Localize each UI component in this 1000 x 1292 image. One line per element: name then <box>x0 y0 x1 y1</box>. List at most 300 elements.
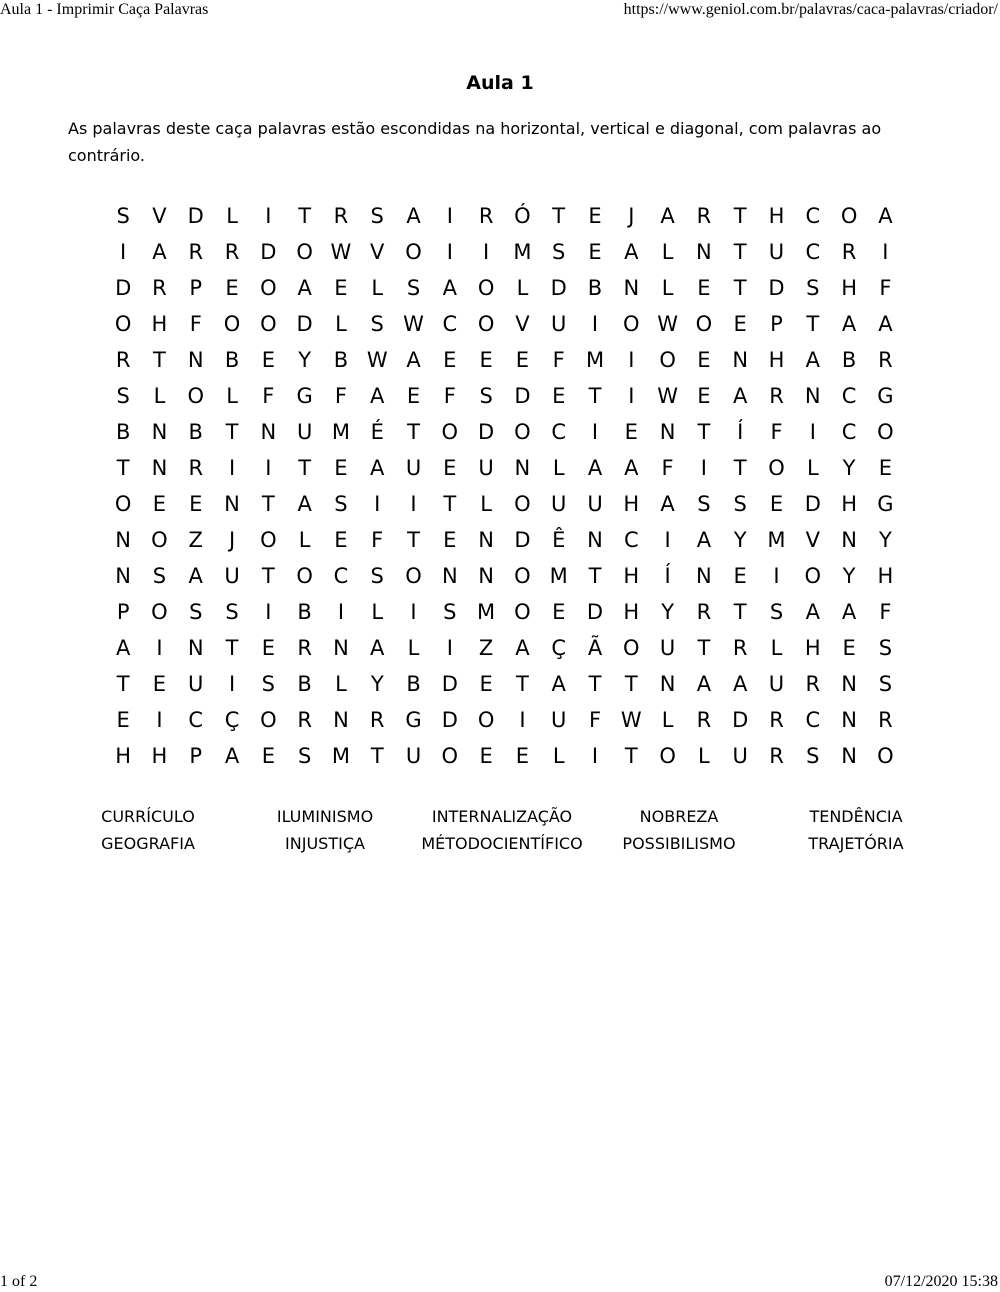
grid-letter: H <box>623 600 640 624</box>
grid-letter: R <box>188 456 204 480</box>
grid-letter: L <box>806 456 819 480</box>
grid-letter: A <box>515 636 530 660</box>
grid-letter: O <box>260 276 277 300</box>
grid-letter: M <box>331 420 350 444</box>
grid-letter: I <box>882 240 889 264</box>
grid-letter: N <box>187 636 204 660</box>
grid-letter: T <box>407 420 420 444</box>
grid-letter: O <box>296 240 313 264</box>
word-list-item: MÉTODOCIENTÍFICO <box>421 834 583 853</box>
grid-letter: H <box>115 744 132 768</box>
grid-letter: F <box>588 708 602 732</box>
grid-letter: N <box>696 564 712 588</box>
grid-letter: A <box>696 672 712 696</box>
grid-letter: M <box>331 744 350 768</box>
grid-letter: O <box>187 384 204 408</box>
grid-letter: Ó <box>514 204 531 228</box>
grid-letter: A <box>805 600 820 624</box>
grid-letter: O <box>477 276 495 300</box>
grid-letter: W <box>657 384 678 408</box>
grid-letter: A <box>188 564 203 588</box>
grid-letter: R <box>369 708 385 732</box>
grid-letter: S <box>370 312 384 336</box>
grid-letter: S <box>116 384 130 408</box>
grid-row <box>105 702 904 738</box>
grid-letter: Y <box>370 672 384 696</box>
grid-letter: A <box>696 528 712 552</box>
grid-letter: S <box>152 564 167 588</box>
grid-letter: V <box>152 204 167 228</box>
grid-letter: E <box>552 600 566 624</box>
grid-letter: I <box>156 708 163 732</box>
grid-letter: Y <box>878 528 892 552</box>
grid-letter: A <box>660 492 675 516</box>
grid-letter: R <box>769 708 784 732</box>
print-timestamp-footer: 07/12/2020 15:38 <box>884 1273 998 1290</box>
grid-letter: S <box>733 492 747 516</box>
grid-letter: I <box>591 744 599 768</box>
grid-letter: U <box>188 672 204 696</box>
grid-letter: S <box>261 672 275 696</box>
grid-letter: U <box>732 744 748 768</box>
grid-letter: H <box>841 276 857 300</box>
grid-letter: U <box>551 492 567 516</box>
grid-letter: A <box>406 204 421 228</box>
grid-letter: E <box>733 564 747 588</box>
grid-letter: O <box>623 636 640 660</box>
grid-letter: T <box>298 204 312 228</box>
grid-letter: I <box>628 348 635 372</box>
grid-letter: Z <box>478 636 494 660</box>
grid-letter: N <box>441 564 458 588</box>
grid-letter: L <box>480 492 492 516</box>
grid-letter: N <box>659 672 676 696</box>
grid-letter: I <box>228 672 236 696</box>
grid-letter: F <box>262 384 275 408</box>
grid-letter: Í <box>737 420 744 444</box>
grid-letter: N <box>333 708 349 732</box>
grid-letter: I <box>156 636 163 660</box>
grid-letter: T <box>588 564 602 588</box>
puzzle-title: Aula 1 <box>466 72 534 94</box>
grid-letter: T <box>588 672 602 696</box>
grid-letter: A <box>551 672 566 696</box>
grid-letter: O <box>877 420 894 444</box>
grid-letter: N <box>151 456 168 480</box>
grid-letter: C <box>841 384 857 408</box>
grid-row <box>105 414 904 450</box>
grid-letter: S <box>297 744 312 768</box>
grid-letter: O <box>514 600 531 624</box>
grid-letter: N <box>151 420 168 444</box>
page-url-header: https://www.geniol.com.br/palavras/caca-palavras/criador/ <box>623 1 998 18</box>
grid-letter: Í <box>664 564 671 588</box>
grid-letter: O <box>659 744 676 768</box>
grid-letter: R <box>224 240 240 264</box>
grid-letter: S <box>479 384 493 408</box>
grid-letter: T <box>697 636 711 660</box>
grid-letter: T <box>407 528 420 552</box>
grid-letter: E <box>733 312 747 336</box>
grid-letter: A <box>115 636 131 660</box>
grid-letter: Ã <box>587 636 603 660</box>
grid-letter: I <box>265 204 272 228</box>
grid-letter: D <box>768 276 785 300</box>
grid-letter: A <box>370 384 385 408</box>
grid-letter: L <box>661 276 674 300</box>
grid-letter: E <box>515 348 530 372</box>
grid-letter: O <box>477 708 495 732</box>
grid-letter: D <box>260 240 277 264</box>
grid-letter: T <box>806 312 820 336</box>
grid-letter: N <box>115 528 131 552</box>
grid-letter: U <box>405 744 422 768</box>
grid-letter: T <box>733 204 747 228</box>
grid-letter: B <box>587 276 603 300</box>
grid-letter: U <box>768 240 785 264</box>
grid-letter: O <box>405 564 422 588</box>
grid-letter: U <box>296 420 313 444</box>
grid-letter: P <box>116 600 130 624</box>
word-list-item: TENDÊNCIA <box>809 807 903 826</box>
grid-letter: A <box>624 456 639 480</box>
grid-letter: É <box>370 420 384 444</box>
grid-row <box>105 306 904 342</box>
grid-letter: C <box>805 204 821 228</box>
grid-letter: T <box>733 456 747 480</box>
grid-letter: E <box>334 528 348 552</box>
grid-letter: O <box>840 204 858 228</box>
grid-letter: A <box>224 744 240 768</box>
grid-letter: Y <box>842 456 856 480</box>
grid-letter: R <box>478 204 494 228</box>
grid-letter: E <box>479 744 493 768</box>
grid-letter: M <box>585 348 605 372</box>
word-list-row <box>0 803 1000 830</box>
grid-letter: I <box>519 708 526 732</box>
grid-letter: V <box>805 528 820 552</box>
grid-letter: T <box>261 564 275 588</box>
grid-letter: T <box>370 744 384 768</box>
grid-letter: S <box>769 600 784 624</box>
grid-letter: F <box>770 420 783 444</box>
grid-letter: T <box>588 384 602 408</box>
grid-letter: R <box>696 204 712 228</box>
grid-letter: O <box>659 348 676 372</box>
grid-letter: E <box>697 384 711 408</box>
grid-letter: O <box>441 744 459 768</box>
grid-row <box>105 522 904 558</box>
grid-letter: S <box>806 744 820 768</box>
word-list-item: CURRÍCULO <box>101 807 195 826</box>
grid-letter: L <box>516 276 529 300</box>
grid-letter: A <box>878 312 893 336</box>
grid-letter: H <box>841 492 857 516</box>
grid-letter: D <box>478 420 495 444</box>
grid-letter: E <box>624 420 638 444</box>
grid-letter: D <box>187 204 204 228</box>
grid-letter: D <box>115 276 132 300</box>
grid-letter: F <box>879 600 892 624</box>
page-title-header: Aula 1 - Imprimir Caça Palavras <box>0 1 209 18</box>
grid-letter: E <box>152 492 167 516</box>
grid-letter: B <box>188 420 203 444</box>
grid-letter: G <box>405 708 422 732</box>
grid-letter: O <box>768 456 785 480</box>
grid-letter: S <box>225 600 239 624</box>
grid-letter: O <box>223 312 241 336</box>
grid-letter: T <box>624 744 638 768</box>
grid-letter: N <box>587 528 603 552</box>
grid-letter: O <box>296 564 313 588</box>
word-list-item: INJUSTIÇA <box>285 834 365 853</box>
grid-letter: S <box>878 672 893 696</box>
grid-letter: E <box>443 348 457 372</box>
grid-letter: N <box>841 708 857 732</box>
grid-letter: D <box>441 672 458 696</box>
grid-letter: T <box>552 204 566 228</box>
grid-letter: D <box>296 312 313 336</box>
grid-letter: A <box>297 276 312 300</box>
grid-letter: L <box>226 384 238 408</box>
grid-letter: T <box>733 276 747 300</box>
grid-letter: L <box>226 204 238 228</box>
grid-letter: B <box>841 348 857 372</box>
grid-letter: N <box>478 564 494 588</box>
grid-letter: S <box>189 600 203 624</box>
grid-row <box>105 666 904 702</box>
grid-row <box>105 450 904 486</box>
grid-letter: I <box>446 636 453 660</box>
grid-letter: D <box>514 528 531 552</box>
grid-letter: C <box>805 240 821 264</box>
grid-letter: N <box>478 528 494 552</box>
grid-letter: T <box>443 492 457 516</box>
grid-letter: U <box>478 456 494 480</box>
grid-letter: A <box>370 636 385 660</box>
grid-letter: L <box>552 744 565 768</box>
grid-letter: S <box>116 204 130 228</box>
grid-row <box>105 342 904 378</box>
grid-letter: L <box>661 708 674 732</box>
grid-letter: S <box>443 600 457 624</box>
grid-letter: A <box>624 240 639 264</box>
grid-letter: Y <box>733 528 747 552</box>
grid-letter: N <box>623 276 640 300</box>
grid-letter: A <box>841 312 857 336</box>
grid-letter: O <box>877 744 894 768</box>
puzzle-instructions: As palavras deste caça palavras estão escondidas na horizontal, vertical e diagonal, com palavras ao contrário. <box>68 119 882 165</box>
grid-letter: C <box>805 708 821 732</box>
word-list-item: POSSIBILISMO <box>622 834 736 853</box>
grid-letter: J <box>628 204 635 228</box>
grid-letter: P <box>189 744 203 768</box>
grid-letter: S <box>806 276 820 300</box>
grid-letter: H <box>768 204 785 228</box>
grid-letter: O <box>804 564 822 588</box>
grid-letter: C <box>188 708 204 732</box>
grid-row <box>105 738 904 774</box>
grid-letter: C <box>442 312 458 336</box>
grid-letter: E <box>443 456 457 480</box>
grid-letter: S <box>370 564 384 588</box>
grid-letter: E <box>697 276 711 300</box>
grid-letter: R <box>769 744 784 768</box>
grid-letter: F <box>661 456 674 480</box>
grid-letter: E <box>225 276 239 300</box>
grid-letter: E <box>515 744 530 768</box>
word-list-item: TRAJETÓRIA <box>808 834 904 853</box>
grid-letter: E <box>443 528 457 552</box>
grid-letter: R <box>696 708 712 732</box>
grid-letter: N <box>696 240 712 264</box>
grid-letter: N <box>841 744 857 768</box>
grid-letter: O <box>114 492 132 516</box>
grid-letter: R <box>805 672 821 696</box>
grid-letter: P <box>189 276 203 300</box>
grid-letter: R <box>732 636 748 660</box>
grid-letter: B <box>406 672 421 696</box>
grid-letter: O <box>514 492 531 516</box>
grid-letter: O <box>151 528 168 552</box>
grid-letter: H <box>877 564 894 588</box>
word-list-item: GEOGRAFIA <box>101 834 195 853</box>
grid-letter: S <box>878 636 893 660</box>
word-list-item: INTERNALIZAÇÃO <box>431 807 573 826</box>
grid-row <box>105 594 904 630</box>
grid-letter: U <box>551 312 567 336</box>
grid-letter: A <box>587 456 603 480</box>
grid-letter: L <box>371 276 384 300</box>
grid-letter: R <box>188 240 204 264</box>
grid-letter: D <box>441 708 458 732</box>
grid-letter: I <box>809 420 816 444</box>
grid-letter: E <box>189 492 203 516</box>
grid-letter: A <box>733 672 748 696</box>
grid-letter: F <box>443 384 456 408</box>
grid-letter: A <box>152 240 167 264</box>
grid-letter: U <box>659 636 676 660</box>
grid-letter: F <box>879 276 892 300</box>
word-list-item: ILUMINISMO <box>276 807 374 826</box>
grid-letter: C <box>551 420 567 444</box>
grid-letter: M <box>513 240 532 264</box>
grid-letter: F <box>334 384 347 408</box>
grid-letter: N <box>804 384 821 408</box>
grid-letter: T <box>624 672 638 696</box>
grid-letter: D <box>732 708 749 732</box>
grid-letter: O <box>260 312 277 336</box>
grid-letter: E <box>697 348 711 372</box>
grid-row <box>105 270 904 306</box>
grid-letter: N <box>187 348 204 372</box>
grid-letter: N <box>115 564 131 588</box>
grid-letter: E <box>552 384 566 408</box>
grid-letter: O <box>260 708 277 732</box>
grid-letter: R <box>152 276 167 300</box>
grid-letter: D <box>586 600 604 624</box>
grid-letter: O <box>405 240 422 264</box>
grid-letter: I <box>410 492 417 516</box>
grid-letter: O <box>260 528 277 552</box>
grid-letter: I <box>337 600 345 624</box>
grid-letter: I <box>664 528 671 552</box>
grid-letter: E <box>261 348 275 372</box>
grid-letter: H <box>623 492 640 516</box>
grid-letter: P <box>770 312 783 336</box>
word-list-row <box>0 830 1000 857</box>
grid-letter: R <box>769 384 784 408</box>
grid-letter: N <box>333 636 349 660</box>
grid-letter: C <box>333 564 349 588</box>
grid-letter: G <box>877 492 894 516</box>
grid-letter: L <box>298 528 311 552</box>
grid-letter: E <box>588 240 602 264</box>
grid-letter: A <box>406 348 421 372</box>
grid-letter: A <box>442 276 457 300</box>
grid-letter: Z <box>188 528 203 552</box>
grid-letter: E <box>116 708 130 732</box>
word-search-grid <box>105 198 904 774</box>
word-list <box>0 803 1000 857</box>
grid-letter: A <box>297 492 312 516</box>
word-list-item: NOBREZA <box>639 807 719 826</box>
grid-letter: H <box>768 348 785 372</box>
grid-letter: E <box>261 744 275 768</box>
grid-letter: I <box>374 492 381 516</box>
grid-letter: E <box>769 492 784 516</box>
grid-letter: U <box>768 672 785 696</box>
grid-letter: M <box>767 528 786 552</box>
grid-letter: U <box>587 492 603 516</box>
grid-letter: E <box>406 384 421 408</box>
page-number-footer: 1 of 2 <box>0 1273 38 1290</box>
grid-letter: I <box>228 456 236 480</box>
grid-letter: T <box>225 420 239 444</box>
grid-letter: I <box>265 456 272 480</box>
grid-letter: U <box>405 456 422 480</box>
grid-letter: H <box>151 312 168 336</box>
grid-letter: H <box>623 564 640 588</box>
grid-letter: B <box>224 348 240 372</box>
grid-letter: L <box>371 600 384 624</box>
grid-letter: O <box>477 312 495 336</box>
grid-letter: L <box>153 384 166 408</box>
grid-letter: E <box>479 672 493 696</box>
grid-letter: I <box>591 420 599 444</box>
grid-letter: I <box>265 600 272 624</box>
grid-letter: O <box>114 312 132 336</box>
grid-letter: N <box>514 456 531 480</box>
grid-letter: S <box>334 492 348 516</box>
grid-letter: I <box>446 204 453 228</box>
grid-letter: B <box>297 600 312 624</box>
grid-letter: O <box>514 420 531 444</box>
grid-letter: T <box>153 348 166 372</box>
grid-letter: F <box>371 528 384 552</box>
grid-letter: E <box>588 204 602 228</box>
grid-letter: I <box>591 312 599 336</box>
grid-letter: T <box>733 240 747 264</box>
grid-letter: O <box>623 312 640 336</box>
grid-letter: N <box>732 348 749 372</box>
grid-letter: I <box>628 384 635 408</box>
grid-row <box>105 378 904 414</box>
grid-row <box>105 234 904 270</box>
grid-letter: R <box>841 240 857 264</box>
grid-letter: B <box>115 420 131 444</box>
grid-letter: I <box>483 240 490 264</box>
